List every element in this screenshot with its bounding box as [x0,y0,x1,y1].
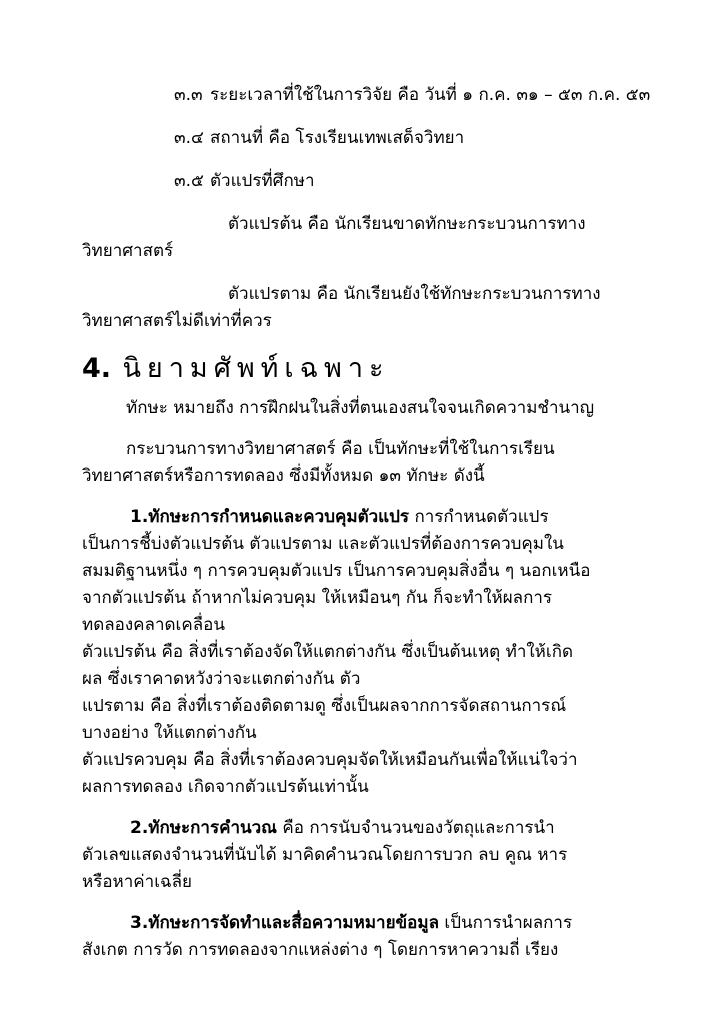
skill1-line: ตัวแปรควบคุม คือ สิ่งที่เราต้องควบคุมจัดให้เหมือนกันเพื่อให้แน่ใจว่า [82,750,578,770]
skill3-first-line [82,910,682,937]
skill1-line: ผลการทดลอง เกิดจากตัวแปรต้นเท่านั้น [82,777,369,797]
item-text: สถานที่ คือ โรงเรียนเทพเสด็จวิทยา [210,128,465,148]
item-3-5 [174,168,682,195]
item-3-3 [174,82,682,109]
definition-skill: ทักษะ หมายถึง การฝึกฝนในสิ่งที่ตนเองสนใจจนเกิดความชำนาญ [126,398,595,418]
document-page [82,82,682,964]
section-number: 4. [82,353,112,384]
skill1-heading: 1.ทักษะการกำหนดและควบคุมตัวแปร [130,507,410,527]
skill2-first-line [82,815,682,842]
skill1-first-line [82,504,682,531]
skill1-line: ตัวแปรต้น คือ สิ่งที่เราต้องจัดให้แตกต่างกัน ซึ่งเป็นต้นเหตุ ทำให้เกิด [82,642,574,662]
skill2-line: หรือหาค่าเฉลี่ย [82,872,192,892]
skill3-heading: 3.ทักษะการจัดทำและสื่อความหมายข้อมูล [130,913,439,933]
skill1-line: จากตัวแปรต้น ถ้าหากไม่ควบคุม ให้เหมือนๆ กัน ก็จะทำให้ผลการ [82,588,553,608]
skill2-heading: 2.ทักษะการคำนวณ [130,818,277,838]
skill1-line: เป็นการชี้บ่งตัวแปรต้น ตัวแปรตาม และตัวแปรที่ต้องการควบคุมใน [82,534,564,554]
dependent-variable-line2: วิทยาศาสตร์ไม่ดีเท่าที่ควร [82,311,272,331]
skill1-line: สมมติฐานหนึ่ง ๆ การควบคุมตัวแปร เป็นการควบคุมสิ่งอื่น ๆ นอกเหนือ [82,561,591,581]
skill3-line: สังเกต การวัด การทดลองจากแหล่งต่าง ๆ โดยการหาความถี่ เรียง [82,940,559,960]
item-number: ๓.๓ [174,85,203,105]
item-number: ๓.๕ [174,171,204,191]
item-number: ๓.๔ [174,128,204,148]
skill1-line: แปรตาม คือ สิ่งที่เราต้องติดตามดู ซึ่งเป็นผลจากการจัดสถานการณ์ [82,696,567,716]
skill1-line1-rest: การกำหนดตัวแปร [409,507,549,527]
skill1-line: ผล ซึ่งเราคาดหวังว่าจะแตกต่างกัน ตัว [82,669,361,689]
independent-variable-line2: วิทยาศาสตร์ [82,241,174,261]
skill2-line1-rest: คือ การนับจำนวนของวัตถุและการนำ [276,818,555,838]
skill3-line1-rest: เป็นการนำผลการ [438,913,573,933]
item-text: ตัวแปรที่ศึกษา [210,171,315,191]
section-heading [82,351,682,387]
skill1-line: บางอย่าง ให้แตกต่างกัน [82,723,257,743]
dependent-variable-line1: ตัวแปรตาม คือ นักเรียนยังใช้ทักษะกระบวนการทาง [228,284,601,304]
item-text: ระยะเวลาที่ใช้ในการวิจัย คือ วันที่ ๑ ก.ค. ๓๑ – ๕๓ ก.ค. ๕๓ [210,85,651,105]
independent-variable-line1: ตัวแปรต้น คือ นักเรียนขาดทักษะกระบวนการทาง [228,214,586,234]
item-3-4 [174,125,682,152]
definition-process-line2: วิทยาศาสตร์หรือการทดลอง ซึ่งมีทั้งหมด ๑๓ ทักษะ ดังนี้ [82,466,485,486]
skill1-line: ทดลองคลาดเคลื่อน [82,615,225,635]
definition-process-line1: กระบวนการทางวิทยาศาสตร์ คือ เป็นทักษะที่ใช้ในการเรียน [126,439,555,459]
section-title: นิยามศัพท์เฉพาะ [122,353,390,384]
skill2-line: ตัวเลขแสดงจำนวนที่นับได้ มาคิดคำนวณโดยการบวก ลบ คูณ หาร [82,845,568,865]
